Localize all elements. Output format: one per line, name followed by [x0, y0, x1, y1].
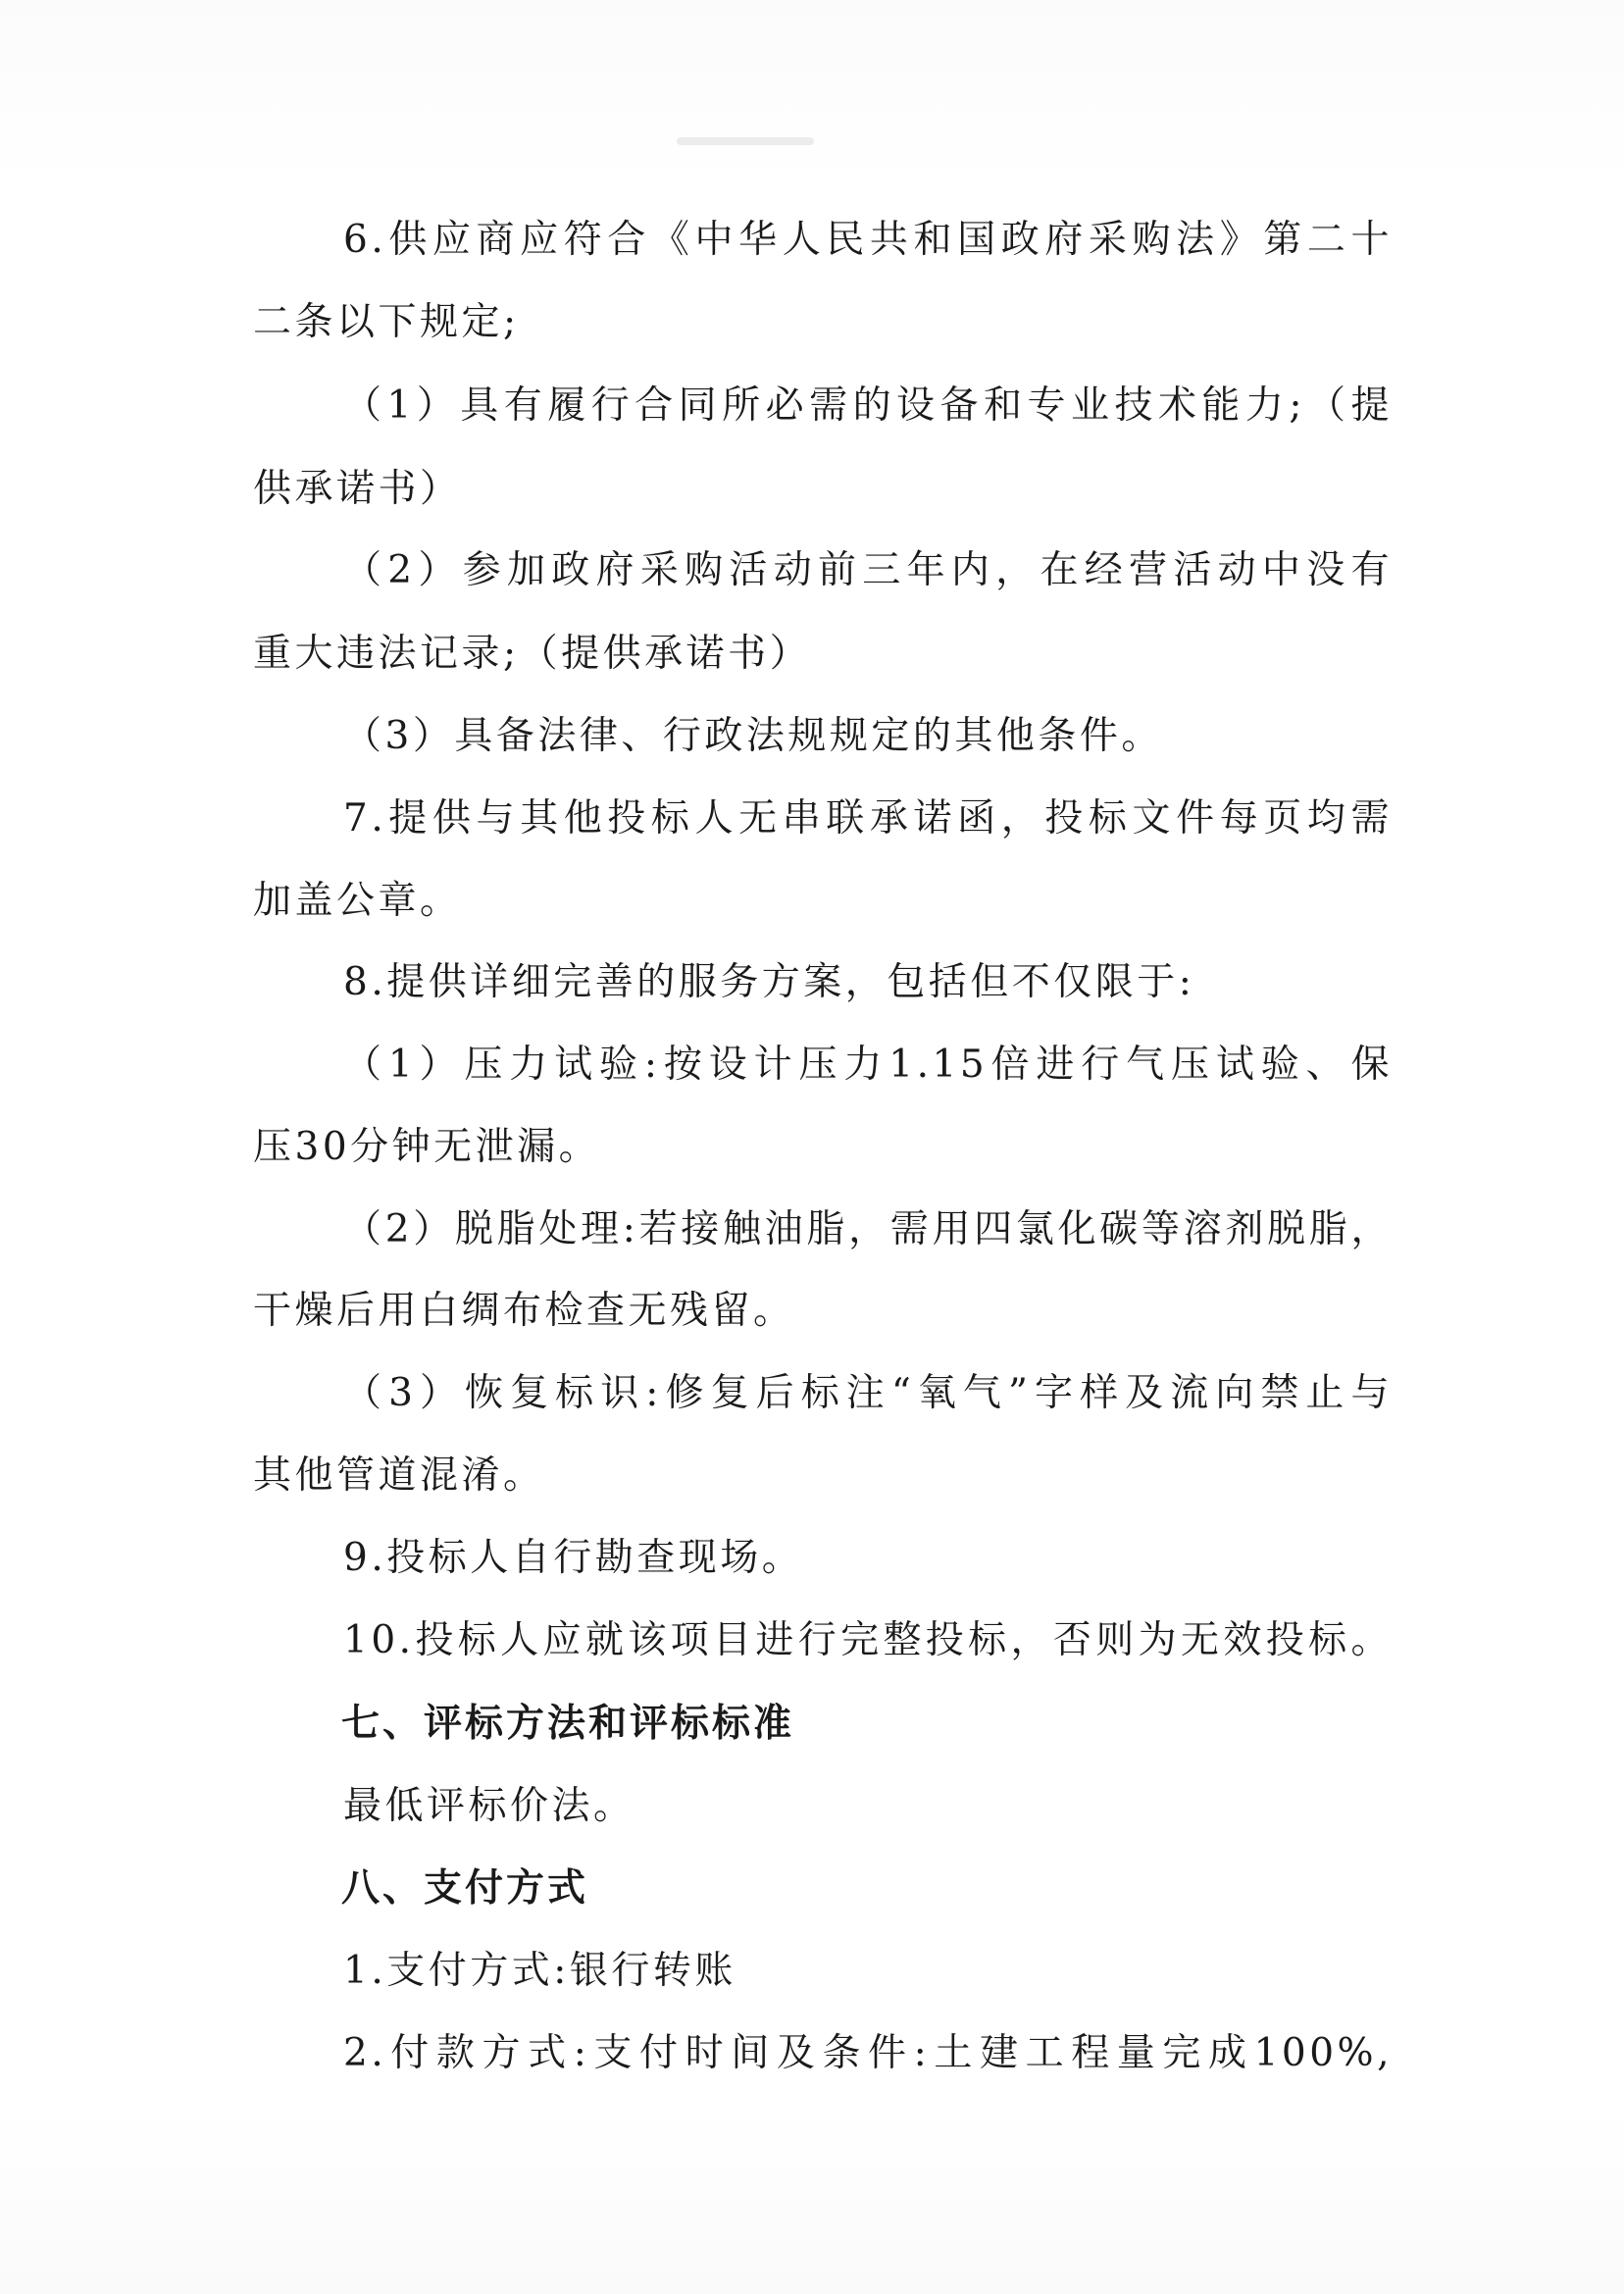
section-8-item-2: 2.付款方式:支付时间及条件:土建工程量完成100%,	[343, 2031, 1393, 2075]
text-line-5: （2）参加政府采购活动前三年内，在经营活动中没有	[343, 548, 1393, 592]
text-line-12: 压30分钟无泄漏。	[253, 1125, 601, 1169]
text-line-3: （1）具有履行合同所必需的设备和专业技术能力;（提	[343, 383, 1393, 428]
text-line-18: 10.投标人应就该项目进行完整投标，否则为无效投标。	[343, 1618, 1393, 1662]
text-line-10: 8.提供详细完善的服务方案，包括但不仅限于:	[343, 960, 1195, 1004]
text-line-8: 7.提供与其他投标人无串联承诺函，投标文件每页均需	[343, 796, 1393, 841]
text-line-13: （2）脱脂处理:若接触油脂，需用四氯化碳等溶剂脱脂，	[343, 1207, 1393, 1251]
text-line-1: 6.供应商应符合《中华人民共和国政府采购法》第二十	[343, 218, 1393, 262]
text-line-16: 其他管道混淆。	[253, 1453, 545, 1498]
section-8-heading: 八、支付方式	[341, 1866, 589, 1911]
text-line-6: 重大违法记录;（提供承诺书）	[253, 632, 812, 676]
section-7-heading: 七、评标方法和评标标准	[341, 1702, 795, 1746]
faint-header-mark	[677, 137, 814, 145]
section-8-item-1: 1.支付方式:银行转账	[343, 1949, 736, 1993]
text-line-4: 供承诺书）	[253, 467, 462, 511]
text-line-17: 9.投标人自行勘查现场。	[343, 1536, 804, 1580]
text-line-2: 二条以下规定;	[253, 300, 520, 344]
text-line-9: 加盖公章。	[253, 879, 462, 923]
section-7-text: 最低评标价法。	[343, 1784, 635, 1828]
text-line-11: （1）压力试验:按设计压力1.15倍进行气压试验、保	[343, 1043, 1393, 1087]
text-line-15: （3）恢复标识:修复后标注“氧气”字样及流向禁止与	[343, 1371, 1393, 1415]
text-line-7: （3）具备法律、行政法规规定的其他条件。	[343, 714, 1163, 758]
text-line-14: 干燥后用白绸布检查无残留。	[253, 1289, 795, 1333]
